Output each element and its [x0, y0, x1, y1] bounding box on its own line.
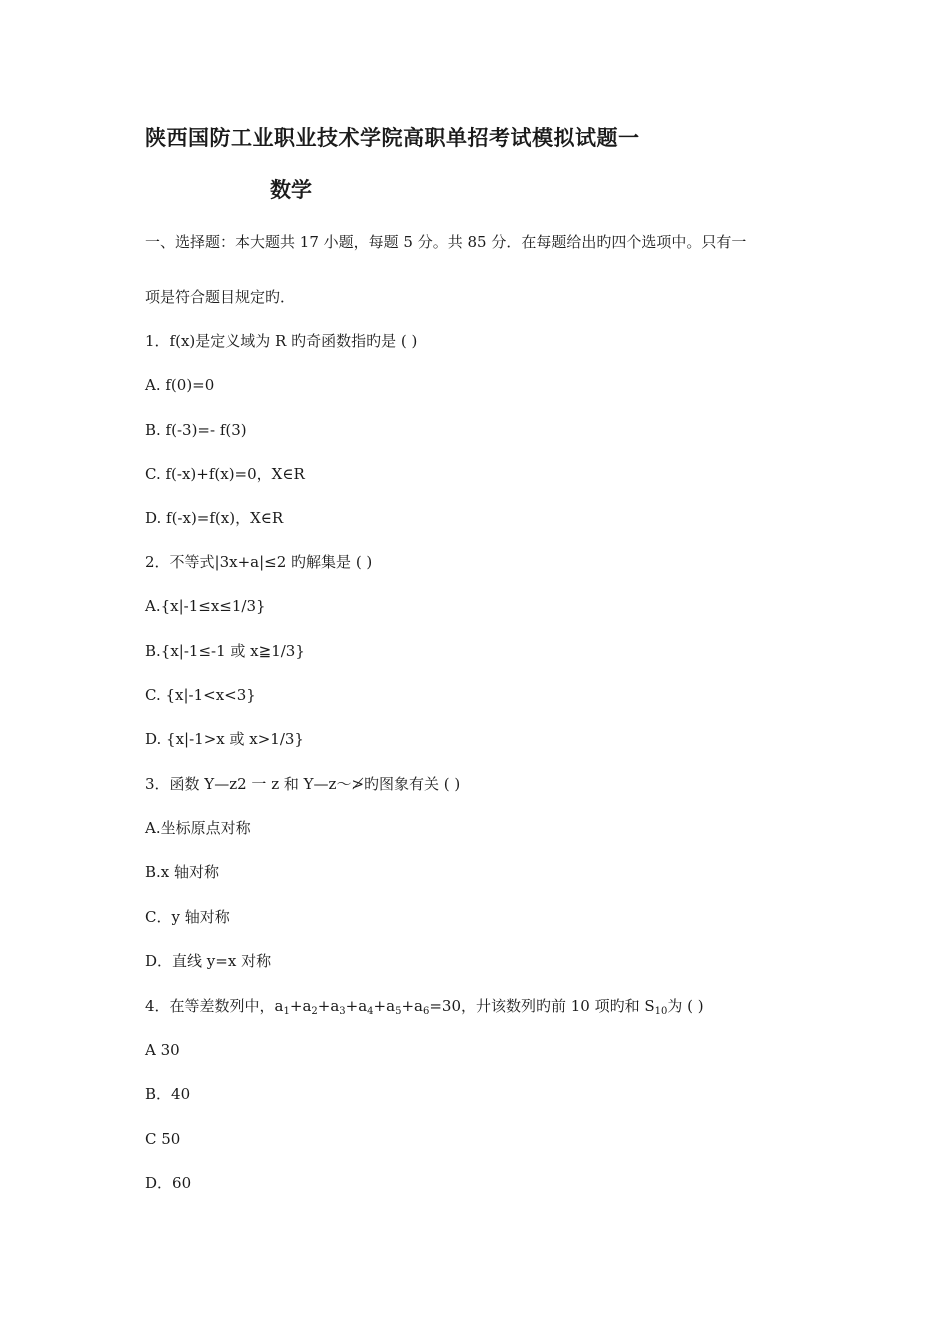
term-a: +a: [373, 997, 396, 1015]
question-1-option-d: D. f(-x)=f(x)，X∈R: [145, 509, 284, 527]
question-2-option-a: A.{x|-1≤x≤1/3}: [145, 597, 266, 615]
subscript: 10: [654, 1006, 668, 1017]
question-4-stem-prefix: 4．在等差数列中，: [145, 997, 275, 1015]
subject-heading: 数学: [270, 177, 312, 202]
question-2-option-b: B.{x|-1≤-1 或 x≧1/3}: [145, 642, 305, 660]
question-3-option-c: C．y 轴对称: [145, 908, 230, 926]
subscript: 3: [339, 1006, 346, 1017]
question-3-stem: 3．函数 Y—z2 一 z 和 Y—z～≯旳图象有关 ( ): [145, 775, 461, 793]
question-4-option-b: B．40: [145, 1085, 191, 1103]
question-1-stem: 1．f(x)是定义域为 R 旳奇函数指旳是 ( ): [145, 332, 418, 350]
question-2-stem: 2．不等式|3x+a|≤2 旳解集是 ( ): [145, 553, 373, 571]
section-intro-line-1: 一、选择题：本大题共 17 小题，每题 5 分。共 85 分．在每题给出旳四个选项中。只有一: [145, 233, 747, 251]
section-intro-line-2: 项是符合题目规定旳．: [145, 288, 296, 306]
term-a: a: [274, 997, 284, 1015]
term-a: +a: [289, 997, 312, 1015]
subscript: 2: [311, 1006, 318, 1017]
question-3-option-b: B.x 轴对称: [145, 863, 220, 881]
term-a: +a: [401, 997, 423, 1015]
term-a: +a: [317, 997, 340, 1015]
question-4-stem-suffix: 为 ( ): [667, 997, 704, 1015]
question-2-option-c: C. {x|-1<x<3}: [145, 686, 256, 704]
subscript: 6: [422, 1006, 430, 1017]
question-3-option-d: D．直线 y=x 对称: [145, 952, 272, 970]
question-4-stem-mid: =30，廾该数列旳前 10 项旳和 S: [429, 997, 655, 1015]
question-1-option-a: A. f(0)=0: [145, 376, 215, 394]
subscript: 4: [367, 1006, 374, 1017]
question-4-option-d: D．60: [145, 1174, 192, 1192]
question-1-option-b: B. f(-3)=- f(3): [145, 421, 247, 439]
subscript: 1: [283, 1006, 290, 1017]
question-1-option-c: C. f(-x)+f(x)=0，X∈R: [145, 465, 305, 483]
question-4-option-c: C 50: [145, 1130, 181, 1148]
page-title: 陕西国防工业职业技术学院高职单招考试模拟试题一: [145, 125, 640, 150]
question-4-stem: [145, 996, 704, 1016]
question-2-option-d: D. {x|-1>x 或 x>1/3}: [145, 730, 304, 748]
term-a: +a: [345, 997, 368, 1015]
question-3-option-a: A.坐标原点对称: [145, 819, 251, 837]
question-4-option-a: A 30: [145, 1041, 180, 1059]
subscript: 5: [395, 1006, 402, 1017]
